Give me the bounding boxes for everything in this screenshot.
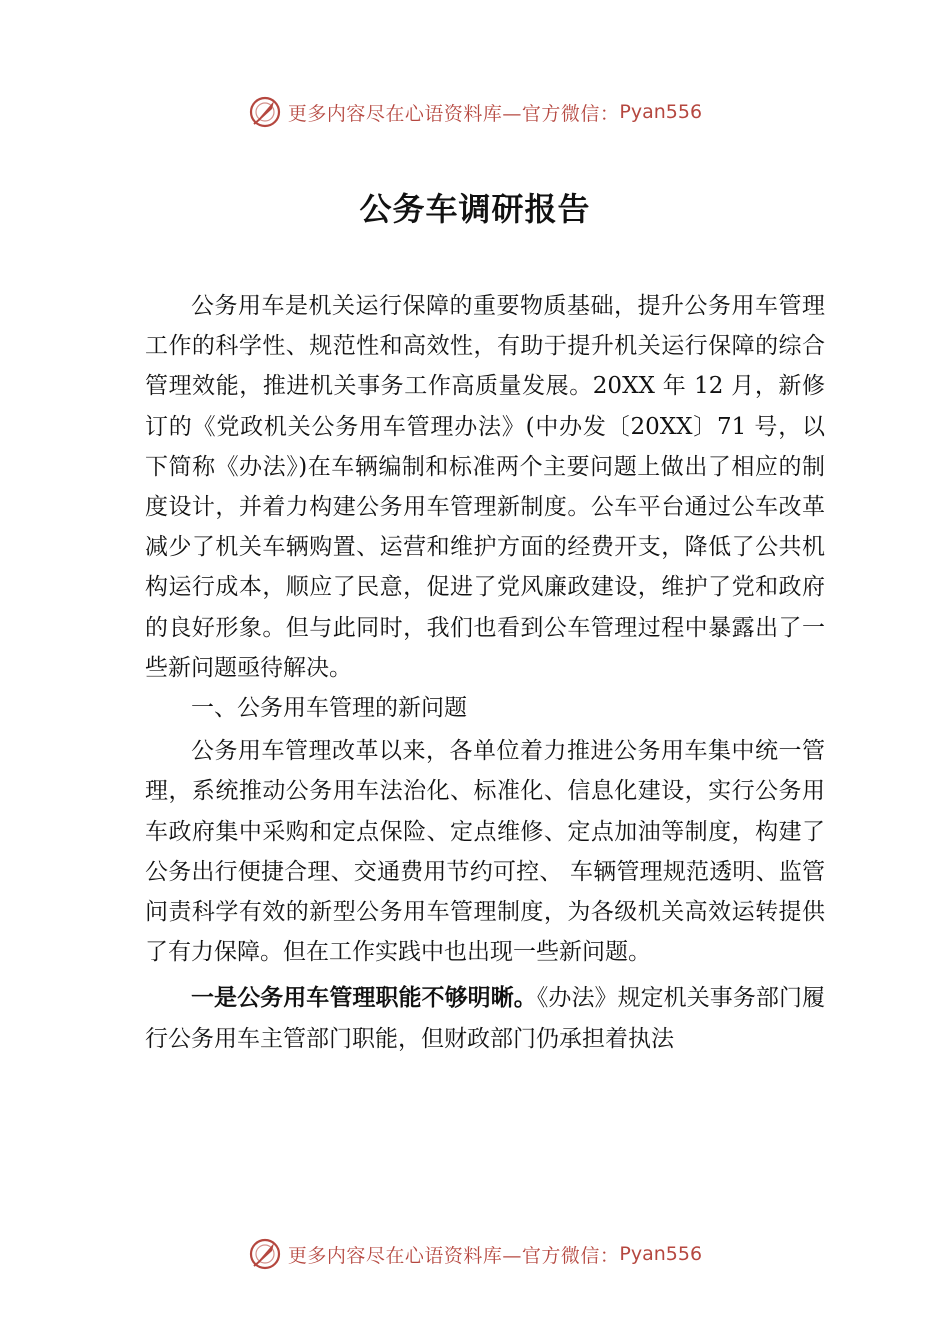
watermark-header: [0, 92, 950, 132]
watermark-text: 更多内容尽在心语资料库—官方微信：: [287, 102, 620, 125]
document-body: [145, 286, 825, 1059]
watermark-wechat-id: Pyan556: [619, 1243, 703, 1265]
watermark-text: 更多内容尽在心语资料库—官方微信：: [287, 1244, 620, 1267]
paragraph-section-1: 公务用车管理改革以来，各单位着力推进公务用车集中统一管理，系统推动公务用车法治化、标准化、信息化建设，实行公务用车政府集中采购和定点保险、定点维修、定点加油等制度，构建了公务出行便捷合理、交通费用节约可控、 车辆管理规范透明、监管问责科学有效的新型公务用车管理制度，为各级机关高效运转提供了有力保障。但在工作实践中也出现一些新问题。: [145, 738, 825, 966]
point-1-lead: 一是公务用车管理职能不够明晰。: [191, 985, 537, 1012]
paragraph-point-1: [145, 978, 825, 1058]
quill-seal-icon: [248, 1237, 282, 1271]
document-title: 公务车调研报告: [359, 190, 591, 228]
point-1-text: 《办法》规定机关事务部门履行公务用车主管部门职能，但财政部门仍承担着执法: [145, 985, 826, 1052]
watermark-footer: [0, 1234, 950, 1274]
watermark-wechat-id: Pyan556: [619, 101, 703, 123]
quill-seal-icon: [248, 95, 282, 129]
section-heading-1: 一、公务用车管理的新问题: [191, 695, 467, 722]
paragraph-intro: 公务用车是机关运行保障的重要物质基础，提升公务用车管理工作的科学性、规范性和高效性，有助于提升机关运行保障的综合管理效能，推进机关事务工作高质量发展。20XX 年 12 月，新修订的《党政机关公务用车管理办法》(中办发〔20XX〕71 号，以下简称《办法》)在车辆编制和标准两个主要问题上做出了相应的制度设计，并着力构建公务用车管理新制度。公车平台通过公车改革减少了机关车辆购置、运营和维护方面的经费开支，降低了公共机构运行成本，顺应了民意，促进了党风廉政建设，维护了党和政府的良好形象。但与此同时，我们也看到公车管理过程中暴露出了一些新问题亟待解决。: [145, 293, 825, 681]
